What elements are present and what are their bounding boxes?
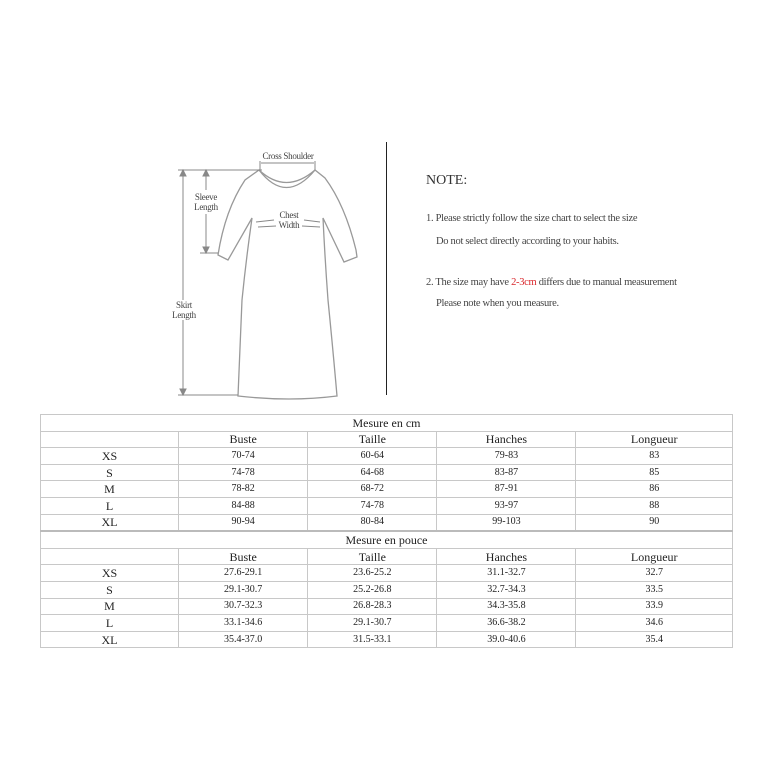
table-cell: 87-91 <box>437 481 576 498</box>
size-label: L <box>41 497 179 514</box>
table-cell: 32.7-34.3 <box>437 581 576 598</box>
table-row <box>41 464 733 481</box>
header-row <box>41 431 733 448</box>
note-line-2-post: differs due to manual measurement <box>536 277 677 288</box>
table-cell: 33.5 <box>576 581 733 598</box>
table-row <box>41 631 733 648</box>
table-cell: 88 <box>576 497 733 514</box>
divider <box>386 142 387 395</box>
sleeve-label-2: Length <box>194 202 218 212</box>
column-header: Taille <box>308 431 437 448</box>
table-cell: 34.3-35.8 <box>437 598 576 615</box>
table-row <box>41 615 733 632</box>
section-title-row <box>41 531 733 548</box>
column-header: Taille <box>308 548 437 565</box>
size-label: XL <box>41 514 179 531</box>
section-title: Mesure en cm <box>41 415 733 432</box>
table-cell: 35.4 <box>576 631 733 648</box>
table-cell: 85 <box>576 464 733 481</box>
note-line-1: 1. Please strictly follow the size chart to select the size <box>426 213 638 224</box>
table-cell: 60-64 <box>308 448 437 465</box>
table-cell: 83 <box>576 448 733 465</box>
table-cell: 93-97 <box>437 497 576 514</box>
table-row <box>41 481 733 498</box>
section-title: Mesure en pouce <box>41 531 733 548</box>
table-row <box>41 598 733 615</box>
skirt-label-1: Skirt <box>175 300 192 310</box>
table-cell: 68-72 <box>308 481 437 498</box>
table-cell: 74-78 <box>179 464 308 481</box>
header-blank <box>41 548 179 565</box>
chest-label-1: Chest <box>279 210 299 220</box>
skirt-length-label <box>166 300 202 320</box>
size-label: M <box>41 481 179 498</box>
table-cell: 84-88 <box>179 497 308 514</box>
table-cell: 23.6-25.2 <box>308 565 437 582</box>
table-cell: 70-74 <box>179 448 308 465</box>
table-cell: 30.7-32.3 <box>179 598 308 615</box>
column-header: Buste <box>179 431 308 448</box>
table-cell: 29.1-30.7 <box>179 581 308 598</box>
table-cell: 74-78 <box>308 497 437 514</box>
table-row <box>41 497 733 514</box>
size-label: L <box>41 615 179 632</box>
column-header: Longueur <box>576 548 733 565</box>
table-row <box>41 514 733 531</box>
chest-label-2: Width <box>278 220 300 230</box>
table-cell: 39.0-40.6 <box>437 631 576 648</box>
table-cell: 79-83 <box>437 448 576 465</box>
table-cell: 33.9 <box>576 598 733 615</box>
note-title: NOTE: <box>426 173 468 188</box>
note-line-2b: Please note when you measure. <box>436 298 559 309</box>
sleeve-length-label <box>188 192 224 212</box>
table-cell: 35.4-37.0 <box>179 631 308 648</box>
note-line-2 <box>426 277 677 288</box>
table-cell: 31.1-32.7 <box>437 565 576 582</box>
table-cell: 90-94 <box>179 514 308 531</box>
size-label: M <box>41 598 179 615</box>
table-cell: 99-103 <box>437 514 576 531</box>
table-cell: 64-68 <box>308 464 437 481</box>
size-label: XL <box>41 631 179 648</box>
table-cell: 33.1-34.6 <box>179 615 308 632</box>
size-label: S <box>41 464 179 481</box>
note-line-1b: Do not select directly according to your habits. <box>436 236 619 247</box>
header-row <box>41 548 733 565</box>
table-cell: 29.1-30.7 <box>308 615 437 632</box>
size-label: S <box>41 581 179 598</box>
note-highlight: 2-3cm <box>511 277 537 288</box>
table-cell: 25.2-26.8 <box>308 581 437 598</box>
chest-width-label <box>272 210 306 230</box>
size-table <box>40 414 733 648</box>
skirt-label-2: Length <box>172 310 196 320</box>
table-cell: 83-87 <box>437 464 576 481</box>
note-line-2-pre: 2. The size may have <box>426 277 512 288</box>
table-cell: 26.8-28.3 <box>308 598 437 615</box>
table-cell: 86 <box>576 481 733 498</box>
table-cell: 27.6-29.1 <box>179 565 308 582</box>
table-cell: 90 <box>576 514 733 531</box>
sleeve-label-1: Sleeve <box>194 192 218 202</box>
table-cell: 80-84 <box>308 514 437 531</box>
column-header: Longueur <box>576 431 733 448</box>
table-row <box>41 581 733 598</box>
size-label: XS <box>41 565 179 582</box>
size-label: XS <box>41 448 179 465</box>
table-cell: 36.6-38.2 <box>437 615 576 632</box>
column-header: Buste <box>179 548 308 565</box>
table-cell: 34.6 <box>576 615 733 632</box>
table-cell: 78-82 <box>179 481 308 498</box>
table-cell: 31.5-33.1 <box>308 631 437 648</box>
table-cell: 32.7 <box>576 565 733 582</box>
table-row <box>41 448 733 465</box>
header-blank <box>41 431 179 448</box>
table-row <box>41 565 733 582</box>
cross-shoulder-label: Cross Shoulder <box>258 151 318 161</box>
column-header: Hanches <box>437 548 576 565</box>
column-header: Hanches <box>437 431 576 448</box>
section-title-row <box>41 415 733 432</box>
